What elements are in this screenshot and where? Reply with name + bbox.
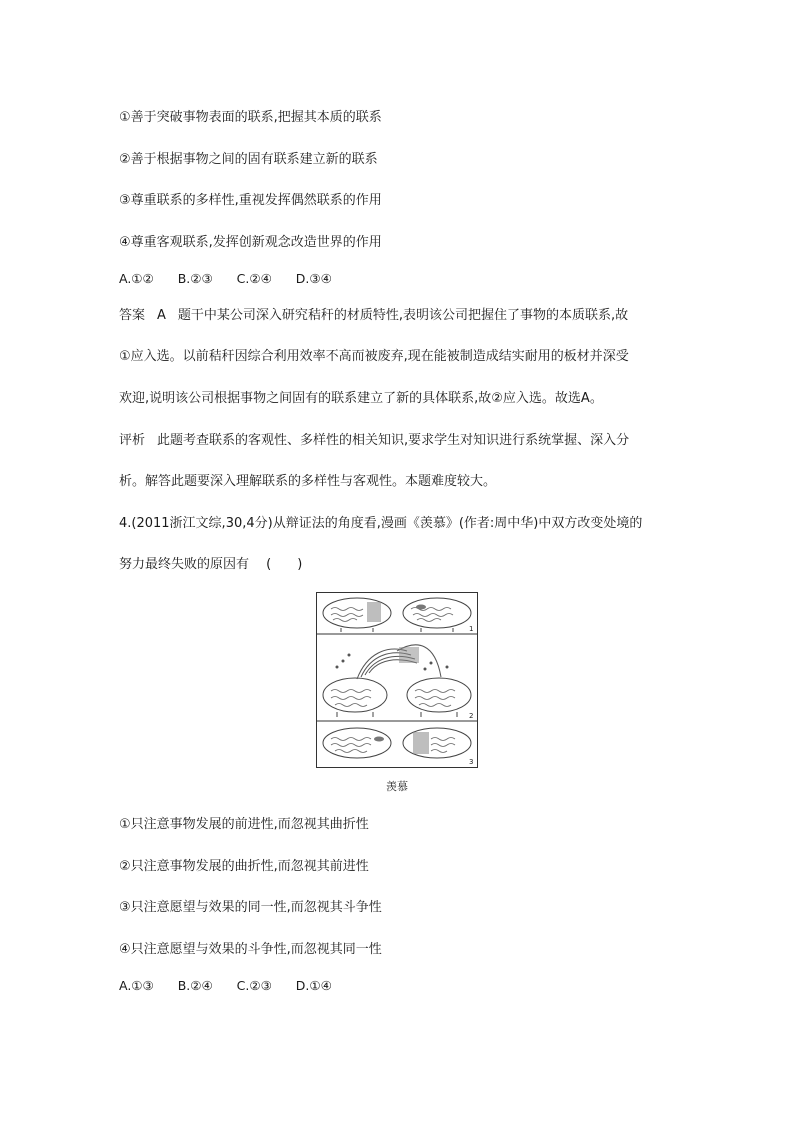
panel-number-3: 3 (469, 758, 474, 766)
panel-number-2: 2 (469, 712, 474, 720)
q3-choice-b: B.②③ (177, 271, 213, 286)
q3-option-2: ②善于根据事物之间的固有联系建立新的联系 (119, 152, 378, 167)
q3-answer-line-2: ①应入选。以前秸秆因综合利用效率不高而被废弃,现在能被制造成结实耐用的板材并深受 (119, 349, 629, 364)
q3-option-1: ①善于突破事物表面的联系,把握其本质的联系 (119, 110, 382, 125)
q4-option-2: ②只注意事物发展的曲折性,而忽视其前进性 (119, 859, 369, 874)
q3-analysis-line-1 (119, 432, 629, 450)
q4-option-4: ④只注意愿望与效果的斗争性,而忽视其同一性 (119, 942, 382, 957)
panel-3-tanks (323, 728, 471, 758)
q3-answer-line-3: 欢迎,说明该公司根据事物之间固有的联系建立了新的具体联系,故②应入选。故选A。 (119, 391, 603, 406)
q3-option-3: ③尊重联系的多样性,重视发挥偶然联系的作用 (119, 193, 382, 208)
answer-text-1: 题干中某公司深入研究秸秆的材质特性,表明该公司把握住了事物的本质联系,故 (177, 308, 629, 323)
q4-stem-line-1: 4.(2011浙江文综,30,4分)从辩证法的角度看,漫画《羡慕》(作者:周中华)中双方改变处境的 (119, 516, 643, 531)
answer-letter: A (157, 308, 166, 323)
q4-choice-a: A.①③ (119, 978, 154, 993)
analysis-text-1: 此题考查联系的客观性、多样性的相关知识,要求学生对知识进行系统掌握、深入分 (157, 433, 630, 448)
q3-answer-line-1 (119, 307, 628, 325)
q4-choice-d: D.①④ (295, 978, 332, 993)
panel-number-1: 1 (469, 625, 474, 633)
q4-option-1: ①只注意事物发展的前进性,而忽视其曲折性 (119, 817, 369, 832)
q4-choice-c: C.②③ (236, 978, 272, 993)
q3-choice-c: C.②④ (236, 271, 272, 286)
q4-option-3: ③只注意愿望与效果的同一性,而忽视其斗争性 (119, 900, 382, 915)
answer-label: 答案 (119, 308, 146, 323)
q4-choice-b: B.②④ (177, 978, 213, 993)
q4-stem-line-2: 努力最终失败的原因有 ( ) (119, 557, 303, 572)
q4-choices (119, 977, 352, 995)
figure-caption: 羡慕 (386, 780, 408, 793)
q3-choice-d: D.③④ (295, 271, 332, 286)
analysis-label: 评析 (119, 433, 146, 448)
panel-1-tanks (323, 598, 474, 633)
panel-2-jumping-fish (323, 645, 471, 717)
q3-choices (119, 270, 352, 288)
cartoon-figure (316, 592, 478, 768)
q3-analysis-line-2: 析。解答此题要深入理解联系的多样性与客观性。本题难度较大。 (119, 474, 497, 489)
cartoon-drawing (317, 593, 477, 767)
q3-option-4: ④尊重客观联系,发挥创新观念改造世界的作用 (119, 235, 382, 250)
q3-choice-a: A.①② (119, 271, 154, 286)
